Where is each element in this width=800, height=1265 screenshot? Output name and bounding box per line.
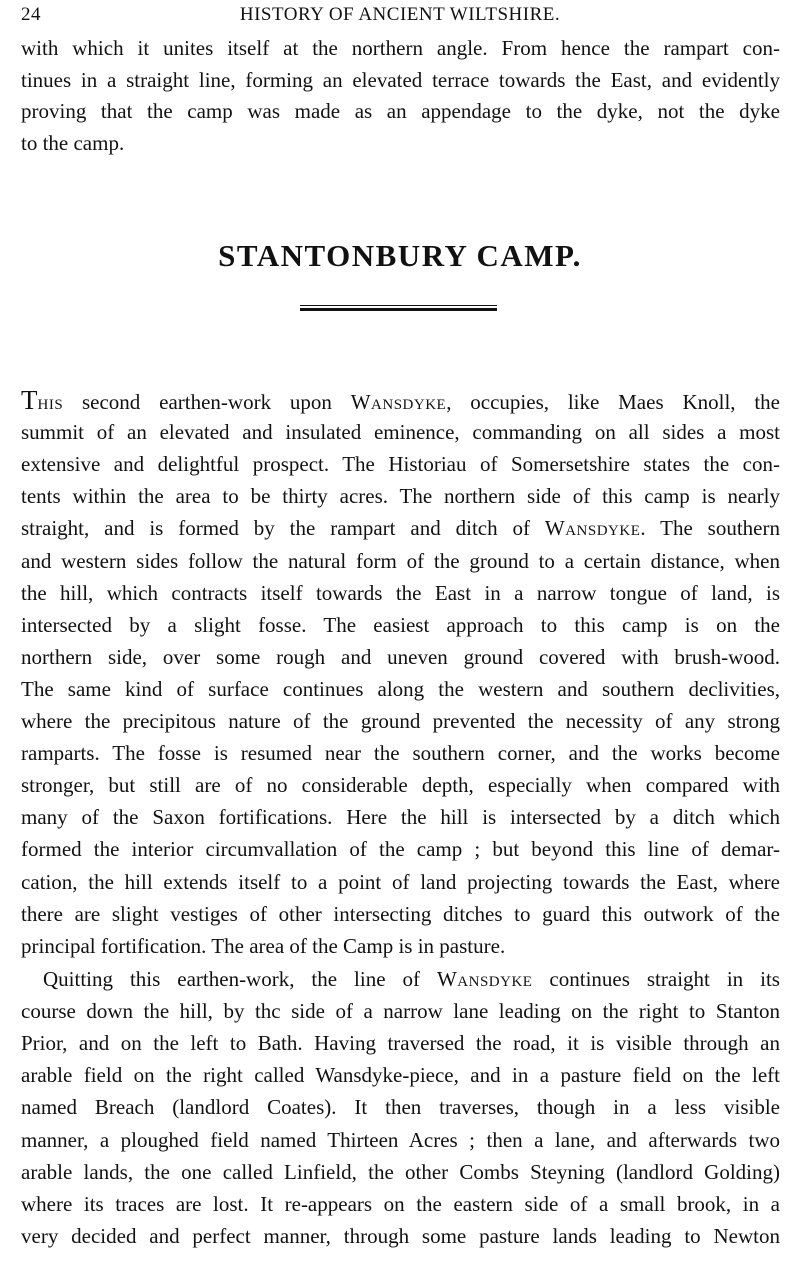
text-line: [21, 769, 780, 801]
small-caps-text: Wansdyke: [350, 390, 447, 414]
text-segment: Quitting this earthen-work, the line of: [43, 967, 437, 991]
text-segment: arable field on the right called Wansdyke-piece, and in a pasture field on the left: [21, 1063, 780, 1088]
text-segment: straight, and is formed by the rampart and ditch of: [21, 516, 545, 541]
text-segment: , occupies, like Maes Knoll, the: [446, 390, 781, 414]
text-segment: where the precipitous nature of the ground prevented the necessity of any strong: [21, 709, 780, 733]
text-segment: named Breach (landlord Coates). It then traverses, though in a less visible: [21, 1095, 780, 1120]
text-line: [21, 1188, 780, 1220]
page-number: 24: [21, 4, 41, 25]
text-segment: with which it unites itself at the northern angle. From hence the rampart con-: [21, 36, 780, 60]
text-segment: very decided and perfect manner, through some pasture lands leading to Newton: [21, 1223, 780, 1248]
text-line: [21, 1027, 780, 1059]
text-line: [21, 480, 780, 512]
text-line: [21, 1124, 780, 1156]
text-segment: Prior, and on the left to Bath. Having traversed the road, it is visible through an: [21, 1031, 780, 1056]
text-line: [21, 995, 780, 1027]
text-line: [21, 448, 780, 480]
text-line: [21, 833, 780, 865]
text-segment: tinues in a straight line, forming an elevated terrace towards the East, and evidently: [21, 67, 780, 92]
text-segment: northern side, over some rough and uneven ground covered with brush-wood.: [21, 644, 780, 669]
text-line: [43, 963, 780, 995]
small-caps-text: Wansdyke: [544, 516, 641, 541]
text-line: [21, 512, 780, 544]
text-segment: formed the interior circumvallation of the camp ; but beyond this line of demar-: [21, 837, 780, 862]
text-segment: stronger, but still are of no considerable depth, especially when compared with: [21, 773, 780, 798]
text-line: [21, 898, 780, 930]
text-segment: course down the hill, by thc side of a narrow lane leading on the right to Stanton: [21, 999, 780, 1024]
text-line: [21, 384, 780, 416]
text-segment: and western sides follow the natural form of the ground to a certain distance, when: [21, 548, 780, 573]
text-segment: where its traces are lost. It re-appears on the eastern side of a small brook, in a: [21, 1191, 780, 1216]
running-title: HISTORY OF ANCIENT WILTSHIRE.: [239, 4, 561, 25]
text-line: [21, 416, 780, 448]
drop-cap: T: [21, 385, 38, 415]
text-line: [21, 1059, 780, 1091]
text-segment: the hill, which contracts itself towards the East in a narrow tongue of land, is: [21, 580, 780, 605]
text-line: [21, 577, 780, 609]
text-segment: summit of an elevated and insulated eminence, commanding on all sides a most: [21, 420, 780, 445]
text-segment: principal fortification. The area of the Camp is in pasture.: [21, 933, 506, 958]
text-segment: to the camp.: [21, 131, 125, 156]
ornamental-rule: [300, 305, 497, 312]
text-line: [21, 64, 780, 96]
text-line: [21, 609, 780, 641]
text-line: [21, 95, 780, 127]
text-line: [21, 737, 780, 769]
text-segment: second earthen-work upon: [63, 390, 351, 414]
text-line: [21, 866, 780, 898]
text-line: [21, 801, 780, 833]
small-caps-text: Wansdyke: [436, 967, 533, 991]
text-segment: many of the Saxon fortifications. Here the hill is intersected by a ditch which: [21, 805, 780, 830]
text-segment: ramparts. The fosse is resumed near the southern corner, and the works become: [21, 741, 780, 766]
text-segment: . The southern: [640, 516, 780, 541]
text-line: [21, 705, 780, 737]
text-segment: intersected by a slight fosse. The easiest approach to this camp is on the: [21, 612, 780, 637]
text-line: [21, 641, 780, 673]
text-line: [21, 1091, 780, 1123]
text-segment: The same kind of surface continues along the western and southern declivities,: [21, 676, 780, 701]
text-line: [21, 545, 780, 577]
text-segment: cation, the hill extends itself to a point of land projecting towards the East, where: [21, 869, 780, 894]
text-line: [21, 673, 780, 705]
text-segment: there are slight vestiges of other intersecting ditches to guard this outwork of the: [21, 901, 780, 926]
section-title: STANTONBURY CAMP.: [218, 238, 582, 273]
text-segment: proving that the camp was made as an appendage to the dyke, not the dyke: [21, 99, 780, 124]
small-caps-text: his: [37, 390, 64, 414]
text-line: [21, 930, 780, 962]
text-segment: continues straight in its: [532, 967, 780, 991]
text-segment: extensive and delightful prospect. The Historiau of Somersetshire states the con-: [21, 452, 780, 477]
text-segment: arable lands, the one called Linfield, the other Combs Steyning (landlord Golding): [21, 1159, 780, 1184]
text-segment: manner, a ploughed field named Thirteen Acres ; then a lane, and afterwards two: [21, 1127, 780, 1152]
text-line: [21, 32, 780, 64]
text-line: [21, 1156, 780, 1188]
text-line: [21, 1220, 780, 1252]
text-segment: tents within the area to be thirty acres. The northern side of this camp is nearly: [21, 484, 780, 509]
text-line: [21, 127, 780, 159]
